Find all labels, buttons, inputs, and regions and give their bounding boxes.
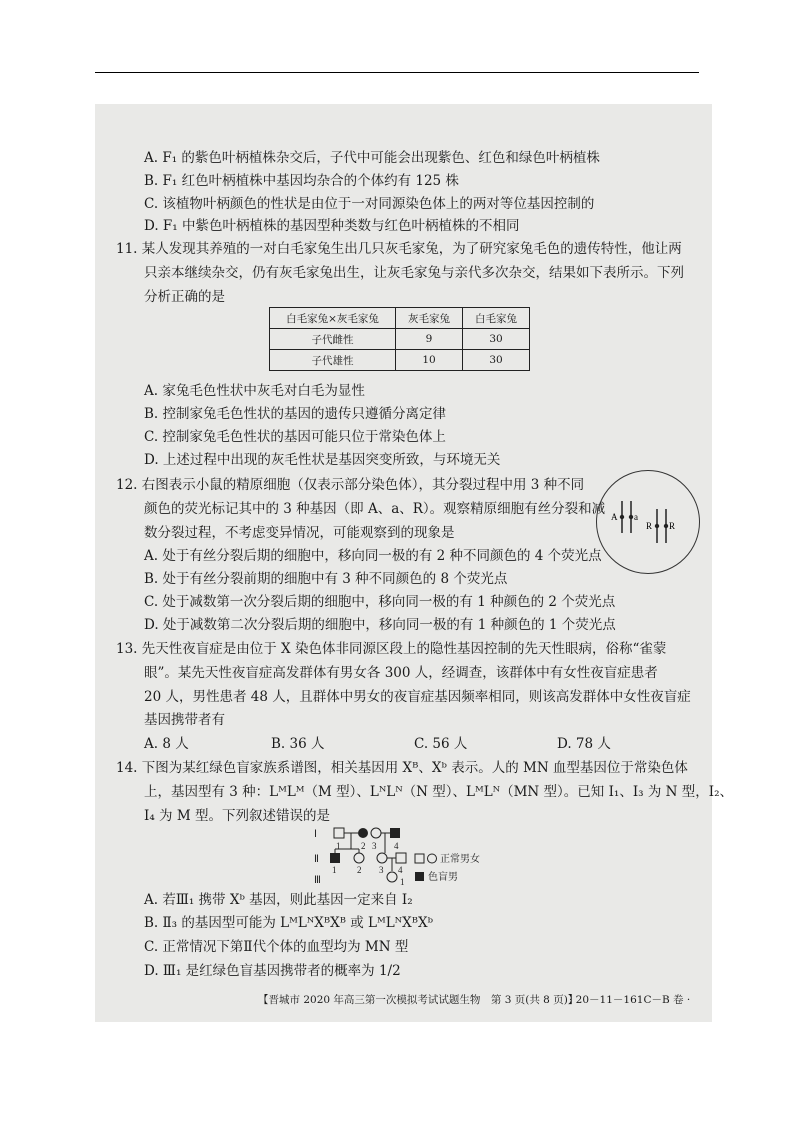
- individual-number: 3: [372, 841, 377, 851]
- table-header-row: [270, 308, 530, 329]
- legend-normal-male-icon: [415, 854, 424, 863]
- q10-option-c: C. 该植物叶柄颜色的性状是由位于一对同源染色体上的两对等位基因控制的: [144, 196, 595, 212]
- table-cell: 30: [463, 329, 530, 350]
- individual-number: 2: [357, 865, 362, 875]
- pedigree-female-I3: [371, 828, 381, 838]
- q12-stem-line2: 颜色的荧光标记其中的 3 种基因（即 A、a、R）。观察精原细胞有丝分裂和减: [144, 501, 606, 517]
- q11-stem-line3: 分析正确的是: [144, 289, 225, 305]
- q11-stem-line1: 11. 某人发现其养殖的一对白毛家兔生出几只灰毛家兔，为了研究家兔毛色的遗传特性，他让两: [116, 241, 682, 257]
- q13-option-a: A. 8 人: [144, 736, 189, 752]
- pedigree-female-I2: [358, 828, 368, 838]
- pedigree-female-III1: [387, 872, 397, 882]
- q14-stem-line3: Ⅰ₄ 为 M 型。下列叙述错误的是: [144, 808, 330, 824]
- legend-affected-male-icon: [415, 872, 424, 881]
- individual-number: 1: [336, 841, 341, 851]
- q13-option-d: D. 78 人: [557, 736, 611, 752]
- table-cell: 子代雌性: [270, 329, 396, 350]
- individual-number: 4: [398, 865, 403, 875]
- pedigree-male-I1: [334, 828, 344, 838]
- gene-label-a: a: [634, 512, 638, 522]
- q11-stem-line2: 只亲本继续杂交，仍有灰毛家兔出生，让灰毛家兔与亲代多次杂交，结果如下表所示。下列: [144, 265, 684, 281]
- q10-option-d: D. F₁ 中紫色叶柄植株的基因型种类数与红色叶柄植株的不相同: [144, 218, 520, 234]
- table-cell: 30: [463, 350, 530, 371]
- q11-option-b: B. 控制家兔毛色性状的基因的遗传只遵循分离定律: [144, 406, 447, 422]
- table-header-cell: 白毛家兔×灰毛家兔: [270, 308, 396, 329]
- q14-stem-line1: 14. 下图为某红绿色盲家族系谱图，相关基因用 Xᴮ、Xᵇ 表示。人的 MN 血型基因位于常染色体: [116, 760, 688, 776]
- q14-option-a: A. 若Ⅲ₁ 携带 Xᵇ 基因，则此基因一定来自 Ⅰ₂: [144, 892, 413, 908]
- individual-number: 1: [332, 865, 337, 875]
- q13-stem-line3: 20 人，男性患者 48 人，且群体中男女的夜盲症基因频率相同，则该高发群体中女性夜盲症: [144, 689, 691, 705]
- gene-label-R-left: R: [646, 521, 653, 531]
- q14-option-c: C. 正常情况下第Ⅱ代个体的血型均为 MN 型: [144, 939, 409, 955]
- q10-option-a: A. F₁ 的紫色叶柄植株杂交后，子代中可能会出现紫色、红色和绿色叶柄植株: [144, 150, 600, 166]
- generation-label-1: Ⅰ: [314, 829, 317, 840]
- table-cell: 9: [396, 329, 463, 350]
- table-cell: 10: [396, 350, 463, 371]
- q10-option-b: B. F₁ 红色叶柄植株中基因均杂合的个体约有 125 株: [144, 173, 459, 189]
- individual-number: 4: [394, 841, 399, 851]
- generation-label-2: Ⅱ: [314, 854, 319, 865]
- pedigree-male-I4: [390, 828, 400, 838]
- pedigree-female-II3: [377, 853, 387, 863]
- legend-normal-female-icon: [428, 854, 437, 863]
- page-footer: 【晋城市 2020 年高三第一次模拟考试试题生物 第 3 页(共 8 页)】: [258, 994, 579, 1006]
- table-row: [270, 350, 530, 371]
- q12-option-d: D. 处于减数第二次分裂后期的细胞中，移向同一极的有 1 种颜色的 1 个荧光点: [144, 617, 616, 633]
- q14-option-b: B. Ⅱ₃ 的基因型可能为 LᴹLᴺXᴮXᴮ 或 LᴹLᴺXᴮXᵇ: [144, 915, 433, 931]
- q13-option-c: C. 56 人: [414, 736, 468, 752]
- generation-label-3: Ⅲ: [314, 875, 321, 886]
- q12-option-c: C. 处于减数第一次分裂后期的细胞中，移向同一极的有 1 种颜色的 2 个荧光点: [144, 594, 616, 610]
- pedigree-male-II4: [396, 853, 406, 863]
- q13-stem-line1: 13. 先天性夜盲症是由位于 X 染色体非同源区段上的隐性基因控制的先天性眼病，俗称“雀蒙: [116, 641, 667, 657]
- q13-option-b: B. 36 人: [271, 736, 325, 752]
- top-rule: [95, 72, 699, 73]
- q13-stem-line4: 基因携带者有: [144, 712, 225, 728]
- q12-option-b: B. 处于有丝分裂前期的细胞中有 3 种不同颜色的 8 个荧光点: [144, 571, 508, 587]
- q12-stem-line3: 数分裂过程，不考虑变异情况，可能观察到的现象是: [144, 525, 455, 541]
- individual-number: 1: [400, 877, 405, 887]
- q11-results-table: [269, 307, 530, 371]
- table-cell: 子代雄性: [270, 350, 396, 371]
- individual-number: 3: [379, 865, 384, 875]
- chromosome-diagram: [597, 471, 699, 573]
- q12-stem-line1: 12. 右图表示小鼠的精原细胞（仅表示部分染色体），其分裂过程中用 3 种不同: [116, 477, 585, 493]
- gene-label-R-right: R: [669, 521, 676, 531]
- q12-option-a: A. 处于有丝分裂后期的细胞中，移向同一极的有 2 种不同颜色的 4 个荧光点: [144, 548, 602, 564]
- q11-option-a: A. 家兔毛色性状中灰毛对白毛为显性: [144, 383, 365, 399]
- gene-label-A: A: [611, 512, 618, 522]
- spermatogonium-cell-figure: [596, 470, 700, 574]
- individual-number: 2: [361, 841, 366, 851]
- legend-affected-label: 色盲男: [428, 872, 458, 883]
- table-header-cell: 灰毛家兔: [396, 308, 463, 329]
- pedigree-male-II1: [330, 853, 340, 863]
- q11-option-c: C. 控制家兔毛色性状的基因可能只位于常染色体上: [144, 429, 446, 445]
- q14-option-d: D. Ⅲ₁ 是红绿色盲基因携带者的概率为 1/2: [144, 963, 401, 979]
- q14-stem-line2: 上，基因型有 3 种：LᴹLᴹ（M 型）、LᴺLᴺ（N 型）、LᴹLᴺ（MN 型）。已知 Ⅰ₁、Ⅰ₃ 为 N 型，Ⅰ₂、: [144, 784, 733, 800]
- table-header-cell: 白毛家兔: [463, 308, 530, 329]
- page-code: · 20－11－161C－B 卷 ·: [569, 994, 691, 1006]
- q13-stem-line2: 眼”。某先天性夜盲症高发群体有男女各 300 人，经调查，该群体中有女性夜盲症患者: [144, 665, 658, 681]
- table-row: [270, 329, 530, 350]
- pedigree-female-II2: [354, 853, 364, 863]
- legend-normal-label: 正常男女: [440, 854, 480, 865]
- pedigree-chart: [312, 825, 522, 887]
- q11-option-d: D. 上述过程中出现的灰毛性状是基因突变所致，与环境无关: [144, 452, 501, 468]
